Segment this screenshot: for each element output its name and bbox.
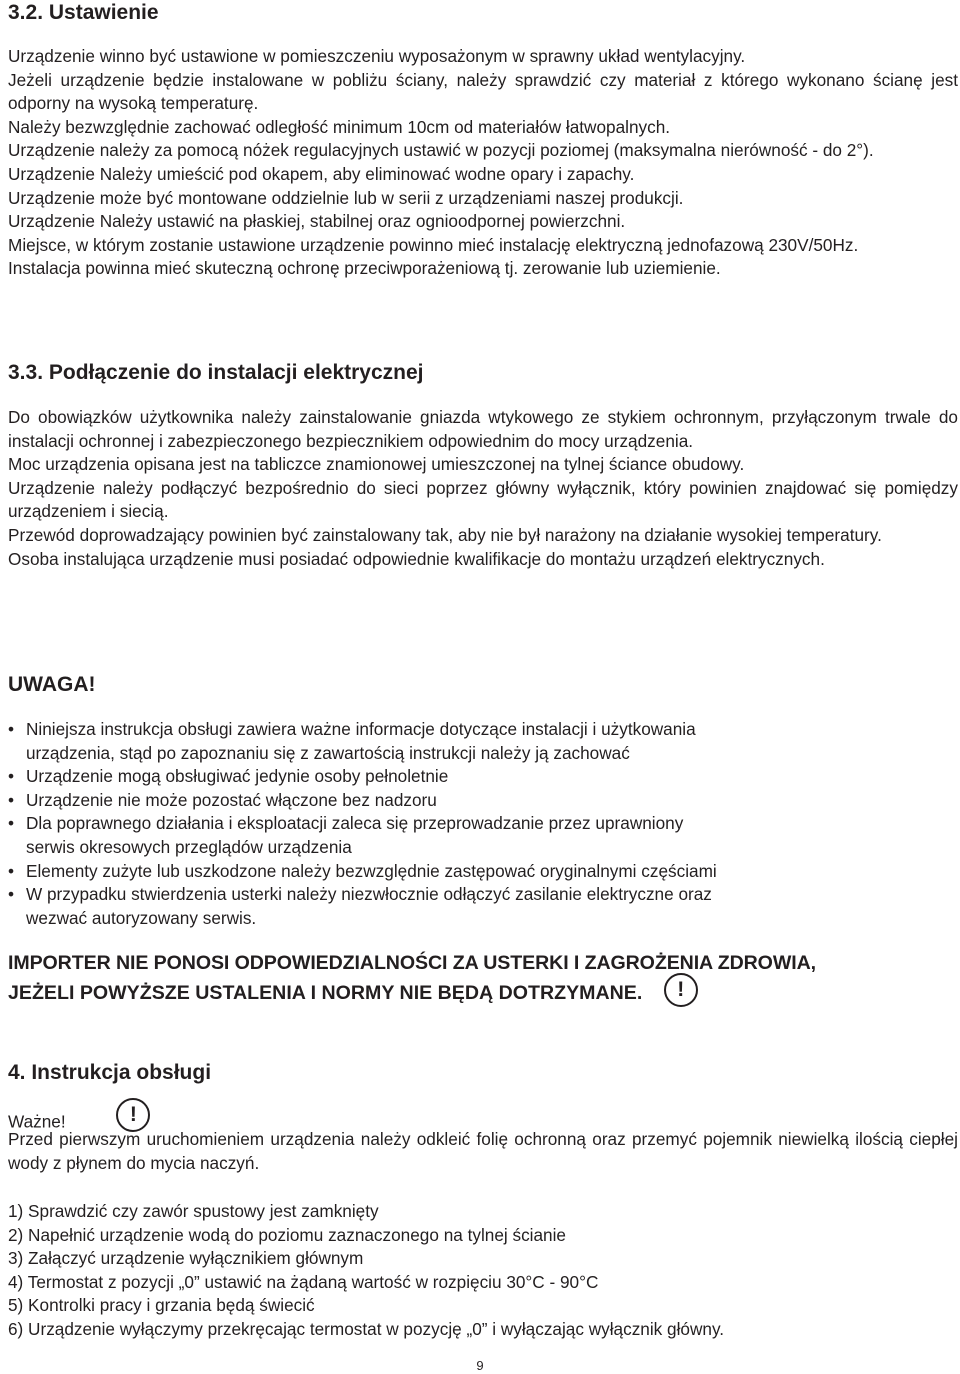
section-3-3-title: 3.3. Podłączenie do instalacji elektrycznej xyxy=(8,361,424,384)
wazne-label: Ważne! xyxy=(8,1111,66,1132)
list-item: • Urządzenie nie może pozostać włączone bez nadzoru xyxy=(8,789,958,813)
paragraph: Urządzenie winno być ustawione w pomieszczeniu wyposażonym w sprawny układ wentylacyjny. xyxy=(8,46,746,66)
uwaga-list xyxy=(8,718,958,930)
paragraph: Osoba instalująca urządzenie musi posiadać odpowiednie kwalifikacje do montażu urządzeń elektrycznych. xyxy=(8,548,825,569)
list-item: • Niniejsza instrukcja obsługi zawiera ważne informacje dotyczące instalacji i użytkowania urządzenia, stąd po zapoznaniu się z zawartością instrukcji należy ją zachować xyxy=(8,718,958,765)
paragraph: Urządzenie należy za pomocą nóżek regulacyjnych ustawić w pozycji poziomej (maksymalna nierówność - do 2°). xyxy=(8,140,874,161)
paragraph: Przewód doprowadzający powinien być zainstalowany tak, aby nie był narażony na działanie wysokiej temperatury. xyxy=(8,524,882,545)
section-4-body xyxy=(8,1103,958,1175)
exclamation-icon: ! xyxy=(664,973,698,1007)
exclamation-icon: ! xyxy=(116,1098,150,1132)
paragraph: Urządzenie może być montowane oddzielnie lub w serii z urządzeniami naszej produkcji. xyxy=(8,187,684,208)
uwaga-title: UWAGA! xyxy=(8,673,96,696)
section-3-3-body xyxy=(8,406,958,571)
page-number: 9 xyxy=(476,1358,484,1373)
paragraph: Moc urządzenia opisana jest na tabliczce znamionowej umieszczonej na tylnej ściance obudowy. xyxy=(8,454,745,475)
paragraph: Instalacja powinna mieć skuteczną ochronę przeciwporażeniową tj. zerowanie lub uziemienie. xyxy=(8,258,721,279)
importer-warning-line-1: IMPORTER NIE PONOSI ODPOWIEDZIALNOŚCI ZA USTERKI I ZAGROŻENIA ZDROWIA, xyxy=(8,952,816,974)
step-item: 5) Kontrolki pracy i grzania będą świecić xyxy=(8,1295,315,1316)
section-4-title: 4. Instrukcja obsługi xyxy=(8,1061,212,1084)
paragraph: Przed pierwszym uruchomieniem urządzenia należy odkleić folię ochronną oraz przemyć pojemnik niewielką ilością ciepłej wody z płynem do mycia naczyń. xyxy=(8,1129,958,1173)
paragraph: Należy bezwzględnie zachować odległość minimum 10cm od materiałów łatwopalnych. xyxy=(8,116,671,137)
paragraph: Urządzenie Należy umieścić pod okapem, aby eliminować wodne opary i zapachy. xyxy=(8,163,635,184)
paragraph: Urządzenie należy podłączyć bezpośrednio do sieci poprzez główny wyłącznik, który powinien znajdować się pomiędzy urządzeniem i siecią. xyxy=(8,477,958,522)
step-item: 2) Napełnić urządzenie wodą do poziomu zaznaczonego na tylnej ścianie xyxy=(8,1224,566,1245)
paragraph: Do obowiązków użytkownika należy zainstalowanie gniazda wtykowego ze stykiem ochronnym, przyłączonym trwale do instalacji ochronnej i zabezpieczonego bezpiecznikiem odpowiednim do mocy urządzenia. xyxy=(8,407,958,451)
steps-list xyxy=(8,1200,958,1342)
list-item: • Dla poprawnego działania i eksploatacji zaleca się przeprowadzanie przez uprawniony serwis okresowych przeglądów urządzenia xyxy=(8,812,958,859)
list-item: • W przypadku stwierdzenia usterki należy niezwłocznie odłączyć zasilanie elektryczne oraz wezwać autoryzowany serwis. xyxy=(8,883,958,930)
list-item: • Urządzenie mogą obsługiwać jedynie osoby pełnoletnie xyxy=(8,765,958,789)
section-3-2-body xyxy=(8,45,958,281)
step-item: 4) Termostat z pozycji „0” ustawić na żądaną wartość w rozpięciu 30°C - 90°C xyxy=(8,1271,599,1292)
paragraph: Urządzenie Należy ustawić na płaskiej, stabilnej oraz ognioodpornej powierzchni. xyxy=(8,211,626,232)
paragraph: Miejsce, w którym zostanie ustawione urządzenie powinno mieć instalację elektryczną jednofazową 230V/50Hz. xyxy=(8,234,859,255)
importer-warning xyxy=(8,950,960,1011)
step-item: 1) Sprawdzić czy zawór spustowy jest zamknięty xyxy=(8,1201,379,1221)
step-item: 6) Urządzenie wyłączymy przekręcając termostat w pozycję „0” i wyłączając wyłącznik główny. xyxy=(8,1318,725,1339)
section-3-2-title: 3.2. Ustawienie xyxy=(8,1,159,24)
importer-warning-line-2: JEŻELI POWYŻSZE USTALENIA I NORMY NIE BĘDĄ DOTRZYMANE. ! xyxy=(8,977,960,1011)
step-item: 3) Załączyć urządzenie wyłącznikiem głównym xyxy=(8,1248,364,1269)
list-item: • Elementy zużyte lub uszkodzone należy bezwzględnie zastępować oryginalnymi częściami xyxy=(8,860,958,884)
paragraph: Jeżeli urządzenie będzie instalowane w pobliżu ściany, należy sprawdzić czy materiał z którego wykonano ścianę jest odporny na wysoką temperaturę. xyxy=(8,69,958,114)
